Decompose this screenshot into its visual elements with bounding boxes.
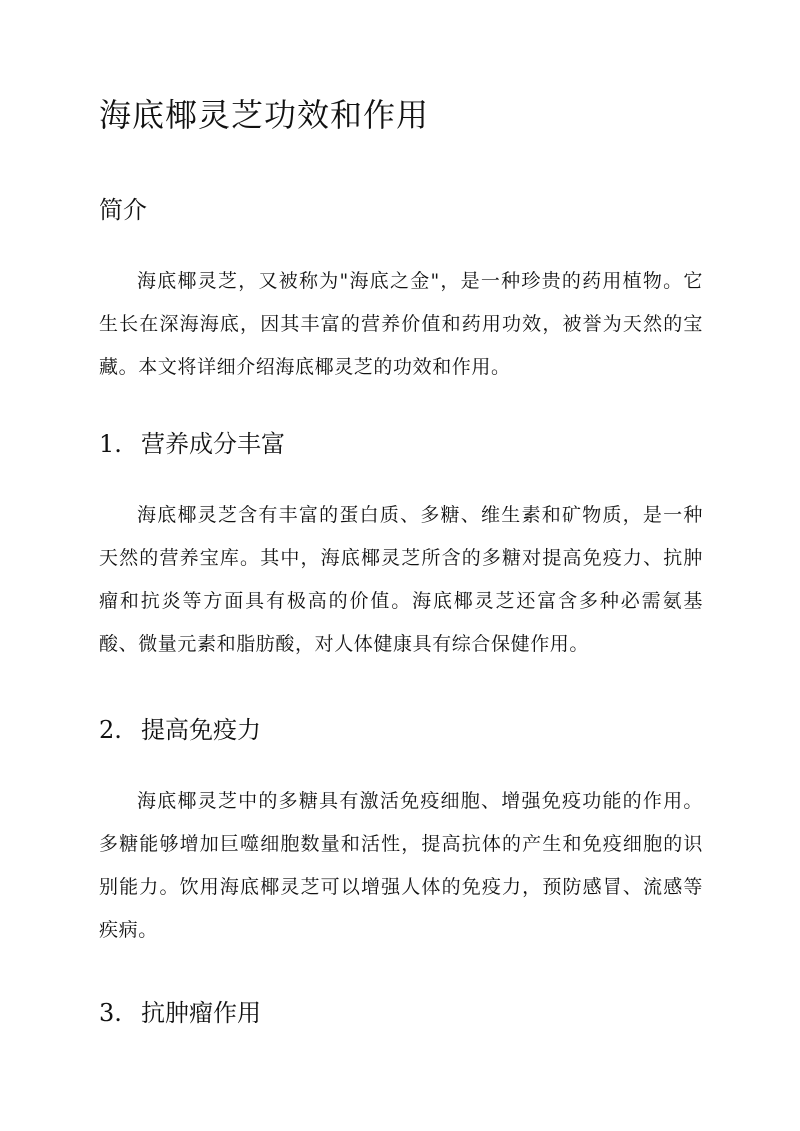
section-number: 1. [99, 430, 122, 458]
section-heading-text: 简介 [99, 196, 147, 224]
section-heading-immunity [99, 713, 261, 747]
section-heading-intro [99, 193, 147, 227]
section-number: 2. [99, 716, 122, 744]
section-heading-text: 提高免疫力 [141, 716, 261, 744]
document-title: 海底椰灵芝功效和作用 [99, 96, 430, 134]
section-heading-text: 营养成分丰富 [141, 430, 285, 458]
section-paragraph-intro: 海底椰灵芝，又被称为"海底之金"，是一种珍贵的药用植物。它生长在深海海底，因其丰富的营养价值和药用功效，被誉为天然的宝藏。本文将详细介绍海底椰灵芝的功效和作用。 [99, 270, 703, 378]
section-paragraph-immunity: 海底椰灵芝中的多糖具有激活免疫细胞、增强免疫功能的作用。多糖能够增加巨噬细胞数量和活性，提高抗体的产生和免疫细胞的识别能力。饮用海底椰灵芝可以增强人体的免疫力，预防感冒、流感等疾病。 [99, 790, 703, 941]
section-paragraph-nutrition: 海底椰灵芝含有丰富的蛋白质、多糖、维生素和矿物质，是一种天然的营养宝库。其中，海底椰灵芝所含的多糖对提高免疫力、抗肿瘤和抗炎等方面具有极高的价值。海底椰灵芝还富含多种必需氨基酸、微量元素和脂肪酸，对人体健康具有综合保健作用。 [99, 504, 703, 655]
section-number: 3. [99, 999, 122, 1027]
section-heading-nutrition [99, 427, 285, 461]
section-heading-antitumor [99, 996, 261, 1030]
section-heading-text: 抗肿瘤作用 [141, 999, 261, 1027]
